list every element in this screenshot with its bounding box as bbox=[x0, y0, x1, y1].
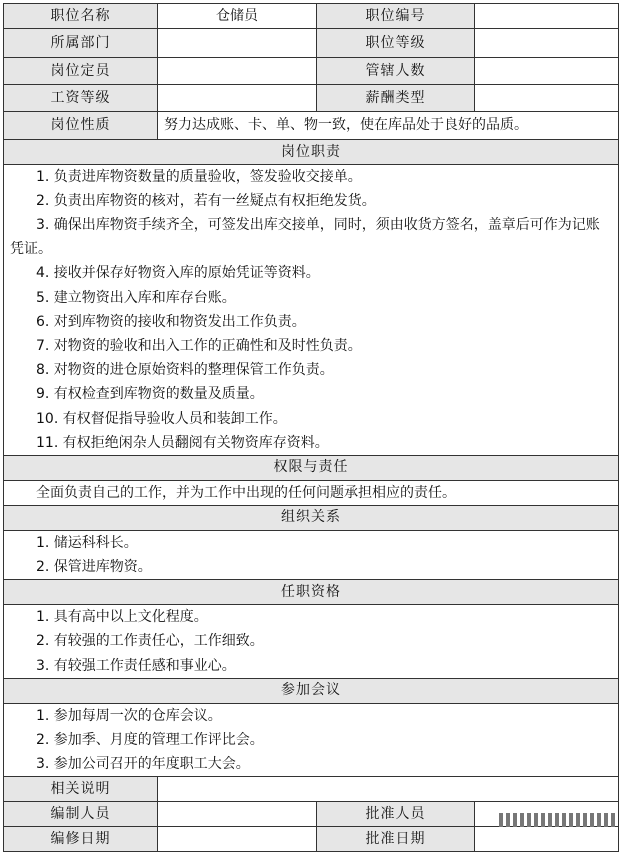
list-item: 2. 参加季、月度的管理工作评比会。 bbox=[36, 732, 264, 748]
job-code-label: 职位编号 bbox=[317, 4, 475, 29]
list-item: 3. 参加公司召开的年度职工大会。 bbox=[36, 756, 250, 773]
job-title-value: 仓储员 bbox=[158, 4, 317, 29]
notes-value bbox=[158, 777, 619, 802]
row-headcount bbox=[4, 58, 619, 85]
author-value bbox=[158, 802, 317, 827]
nature-label: 岗位性质 bbox=[4, 112, 158, 140]
list-item: 5. 建立物资出入库和库存台账。 bbox=[36, 289, 236, 306]
qualifications-body-row bbox=[4, 605, 619, 679]
list-item: 3. 有较强工作责任感和事业心。 bbox=[36, 657, 236, 674]
organization-title: 组织关系 bbox=[4, 505, 619, 530]
qualifications-header-row bbox=[4, 580, 619, 605]
subordinates-value bbox=[475, 58, 619, 85]
salary-grade-value bbox=[158, 85, 317, 112]
job-level-value bbox=[475, 29, 619, 58]
row-dates bbox=[4, 827, 619, 852]
job-level-label: 职位等级 bbox=[317, 29, 475, 58]
meetings-body-row bbox=[4, 703, 619, 777]
list-item: 1. 储运科科长。 bbox=[36, 534, 138, 551]
approve-date-value bbox=[475, 827, 619, 852]
list-item bbox=[10, 213, 612, 261]
headcount-label: 岗位定员 bbox=[4, 58, 158, 85]
organization-body-row bbox=[4, 530, 619, 579]
watermark-icon bbox=[499, 810, 615, 830]
list-item: 10. 有权督促指导验收人员和装卸工作。 bbox=[36, 410, 287, 427]
pay-type-label: 薪酬类型 bbox=[317, 85, 475, 112]
duties-list bbox=[4, 165, 619, 456]
authority-text: 全面负责自己的工作，并为工作中出现的任何问题承担相应的责任。 bbox=[36, 484, 456, 501]
list-item: 2. 负责出库物资的核对，若有一丝疑点有权拒绝发货。 bbox=[36, 193, 376, 210]
duties-body-row bbox=[4, 165, 619, 456]
list-item: 8. 对物资的进仓原始资料的整理保管工作负责。 bbox=[36, 362, 334, 379]
row-salary bbox=[4, 85, 619, 112]
row-job-title bbox=[4, 4, 619, 29]
meetings-header-row bbox=[4, 678, 619, 703]
department-label: 所属部门 bbox=[4, 29, 158, 58]
job-code-value bbox=[475, 4, 619, 29]
authority-body bbox=[4, 480, 619, 505]
pay-type-value bbox=[475, 85, 619, 112]
list-item: 7. 对物资的验收和出入工作的正确性和及时性负责。 bbox=[36, 337, 362, 354]
department-value bbox=[158, 29, 317, 58]
approver-label: 批准人员 bbox=[317, 802, 475, 827]
list-item: 11. 有权拒绝闲杂人员翻阅有关物资库存资料。 bbox=[36, 434, 329, 451]
list-item: 1. 参加每周一次的仓库会议。 bbox=[36, 707, 222, 724]
list-item: 6. 对到库物资的接收和物资发出工作负责。 bbox=[36, 313, 306, 330]
headcount-value bbox=[158, 58, 317, 85]
authority-body-row bbox=[4, 480, 619, 505]
row-nature bbox=[4, 112, 619, 140]
edit-date-value bbox=[158, 827, 317, 852]
duties-header-row bbox=[4, 140, 619, 165]
authority-header-row bbox=[4, 455, 619, 480]
nature-value: 努力达成账、卡、单、物一致，使在库品处于良好的品质。 bbox=[158, 112, 619, 140]
row-notes bbox=[4, 777, 619, 802]
subordinates-label: 管辖人数 bbox=[317, 58, 475, 85]
qualifications-list bbox=[4, 605, 619, 679]
salary-grade-label: 工资等级 bbox=[4, 85, 158, 112]
author-label: 编制人员 bbox=[4, 802, 158, 827]
job-title-label: 职位名称 bbox=[4, 4, 158, 29]
organization-list bbox=[4, 530, 619, 579]
row-department bbox=[4, 29, 619, 58]
list-item: 4. 接收并保存好物资入库的原始凭证等资料。 bbox=[36, 265, 320, 282]
duties-title: 岗位职责 bbox=[4, 140, 619, 165]
authority-title: 权限与责任 bbox=[4, 455, 619, 480]
approve-date-label: 批准日期 bbox=[317, 827, 475, 852]
list-item: 2. 有较强的工作责任心，工作细致。 bbox=[36, 633, 264, 650]
meetings-title: 参加会议 bbox=[4, 678, 619, 703]
list-item: 9. 有权检查到库物资的数量及质量。 bbox=[36, 386, 264, 403]
duty-item-3-text: 3. 确保出库物资手续齐全，可签发出库交接单，同时，须由收货方签名，盖章后可作为记账凭证。 bbox=[10, 217, 600, 258]
list-item: 1. 具有高中以上文化程度。 bbox=[36, 609, 208, 626]
qualifications-title: 任职资格 bbox=[4, 580, 619, 605]
list-item: 2. 保管进库物资。 bbox=[36, 559, 152, 576]
edit-date-label: 编修日期 bbox=[4, 827, 158, 852]
organization-header-row bbox=[4, 505, 619, 530]
meetings-list bbox=[4, 703, 619, 777]
job-description-table bbox=[3, 3, 619, 852]
list-item: 1. 负责进库物资数量的质量验收，签发验收交接单。 bbox=[36, 169, 362, 185]
notes-label: 相关说明 bbox=[4, 777, 158, 802]
